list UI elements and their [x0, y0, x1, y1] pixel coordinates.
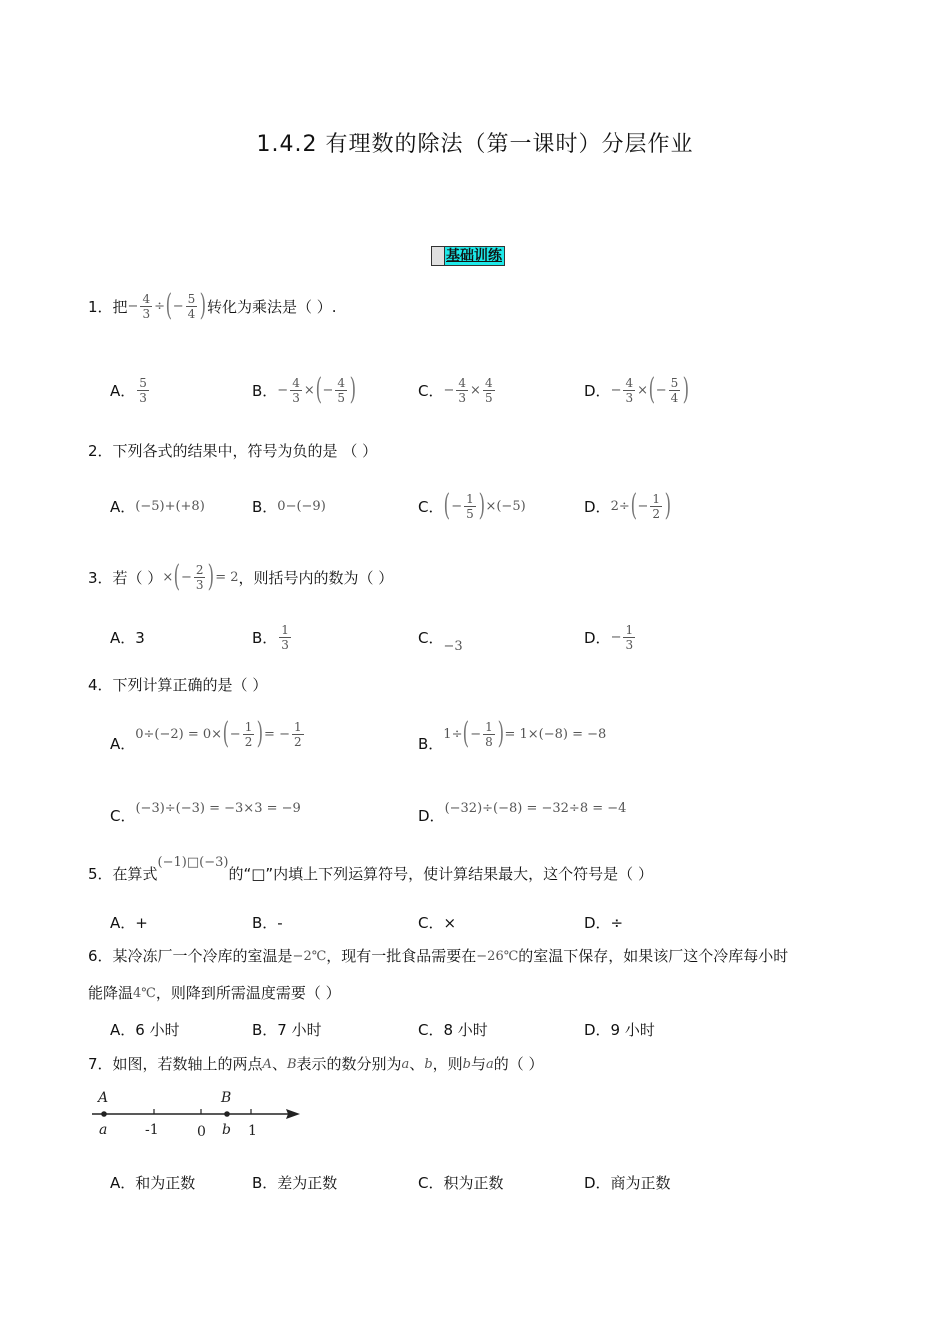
- axis-label-A: A: [98, 1090, 109, 1106]
- q6-option-c[interactable]: C．8 小时: [418, 1021, 488, 1039]
- question-1: [88, 272, 337, 340]
- q1-tail: 转化为乘法是（ ）.: [206, 297, 337, 316]
- q6-option-d[interactable]: D．9 小时: [584, 1021, 655, 1039]
- axis-tick-zero: 0: [197, 1124, 206, 1140]
- q7-option-d[interactable]: D．商为正数: [584, 1174, 671, 1192]
- q6-option-a[interactable]: A．6 小时: [110, 1021, 180, 1039]
- q2-option-d[interactable]: D． 2÷ ( − $\frac{1}{2}$ ): [584, 488, 672, 523]
- q1-prefix: 1．把: [88, 297, 128, 316]
- axis-tick-neg1: -1: [145, 1122, 159, 1138]
- question-4: 4．下列计算正确的是（ ）: [88, 676, 268, 694]
- axis-label-b: b: [222, 1122, 231, 1138]
- q7-option-b[interactable]: B．差为正数: [252, 1174, 338, 1192]
- q4-option-c[interactable]: C． (−3)÷(−3) = −3×3 = −9: [110, 800, 301, 825]
- q5-option-a[interactable]: A．+: [110, 914, 148, 932]
- page-title: 1.4.2 有理数的除法（第一课时）分层作业: [256, 132, 694, 157]
- question-6-line-1: 6．某冷冻厂一个冷库的室温是−2℃，现有一批食品需要在−26℃的室温下保存，如果该厂这个冷库每小时: [88, 947, 789, 965]
- q3-option-b[interactable]: B． 1 3: [252, 622, 289, 652]
- q2-option-b[interactable]: B． 0−(−9): [252, 497, 326, 516]
- question-7: 7．如图，若数轴上的两点A、B表示的数分别为a、b，则b与a的（ ）: [88, 1055, 544, 1073]
- question-2: 2．下列各式的结果中，符号为负的是 （ ）: [88, 442, 378, 460]
- axis-tick-one: 1: [248, 1123, 257, 1139]
- q1-expression: − $\frac{4}{3}$ ÷ ( − $\frac{5}{4}$ ): [127, 288, 207, 323]
- q2-option-c[interactable]: C． ( − $\frac{1}{5}$ ) ×(−5): [418, 488, 526, 523]
- question-6-line-2: 能降温4℃，则降到所需温度需要（ ）: [88, 984, 341, 1002]
- q3-option-c[interactable]: C． −3: [418, 628, 463, 654]
- q3-option-d[interactable]: D． − $\frac{1}{3}$: [584, 622, 634, 652]
- q3-option-a[interactable]: A．3: [110, 628, 145, 647]
- question-5: 5．在算式 (−1)□(−3) 的“□”内填上下列运算符号，使计算结果最大，这个符号是（ ）: [88, 854, 653, 883]
- q1-option-b[interactable]: B． − $\frac{4}{3}$ × ( − $\frac{4}{5}$ ): [252, 372, 357, 407]
- q7-option-a[interactable]: A．和为正数: [110, 1174, 196, 1192]
- axis-label-B: B: [221, 1090, 232, 1106]
- q7-option-c[interactable]: C．积为正数: [418, 1174, 504, 1192]
- q5-option-b[interactable]: B．-: [252, 914, 283, 932]
- q2-option-a[interactable]: A． (−5)+(+8): [110, 497, 205, 516]
- q1-option-a[interactable]: A． 5 3: [110, 375, 147, 405]
- q1-option-c[interactable]: C． − $\frac{4}{3}$ × $\frac{4}{5}$: [418, 375, 493, 405]
- number-line: [90, 1090, 304, 1142]
- q6-option-b[interactable]: B．7 小时: [252, 1021, 322, 1039]
- q5-option-d[interactable]: D．÷: [584, 914, 624, 932]
- section-badge: 基础训练: [431, 246, 505, 266]
- q4-option-b[interactable]: B． 1÷ ( − $\frac{1}{8}$ ) = 1×(−8) = −8: [418, 716, 607, 753]
- axis-label-a: a: [99, 1122, 108, 1138]
- q4-option-a[interactable]: A． 0÷(−2) = 0× ( − $\frac{1}{2}$ ) = − $\frac{1}{2}$: [110, 716, 302, 753]
- q5-option-c[interactable]: C．×: [418, 914, 457, 932]
- q4-option-d[interactable]: D． (−32)÷(−8) = −32÷8 = −4: [418, 800, 627, 825]
- question-3: 3．若（ ） × ( − $\frac{2}{3}$ ) = 2 ，则括号内的数为（ ）: [88, 559, 394, 594]
- q1-option-d[interactable]: D． − $\frac{4}{3}$ × ( − $\frac{5}{4}$ ): [584, 372, 690, 407]
